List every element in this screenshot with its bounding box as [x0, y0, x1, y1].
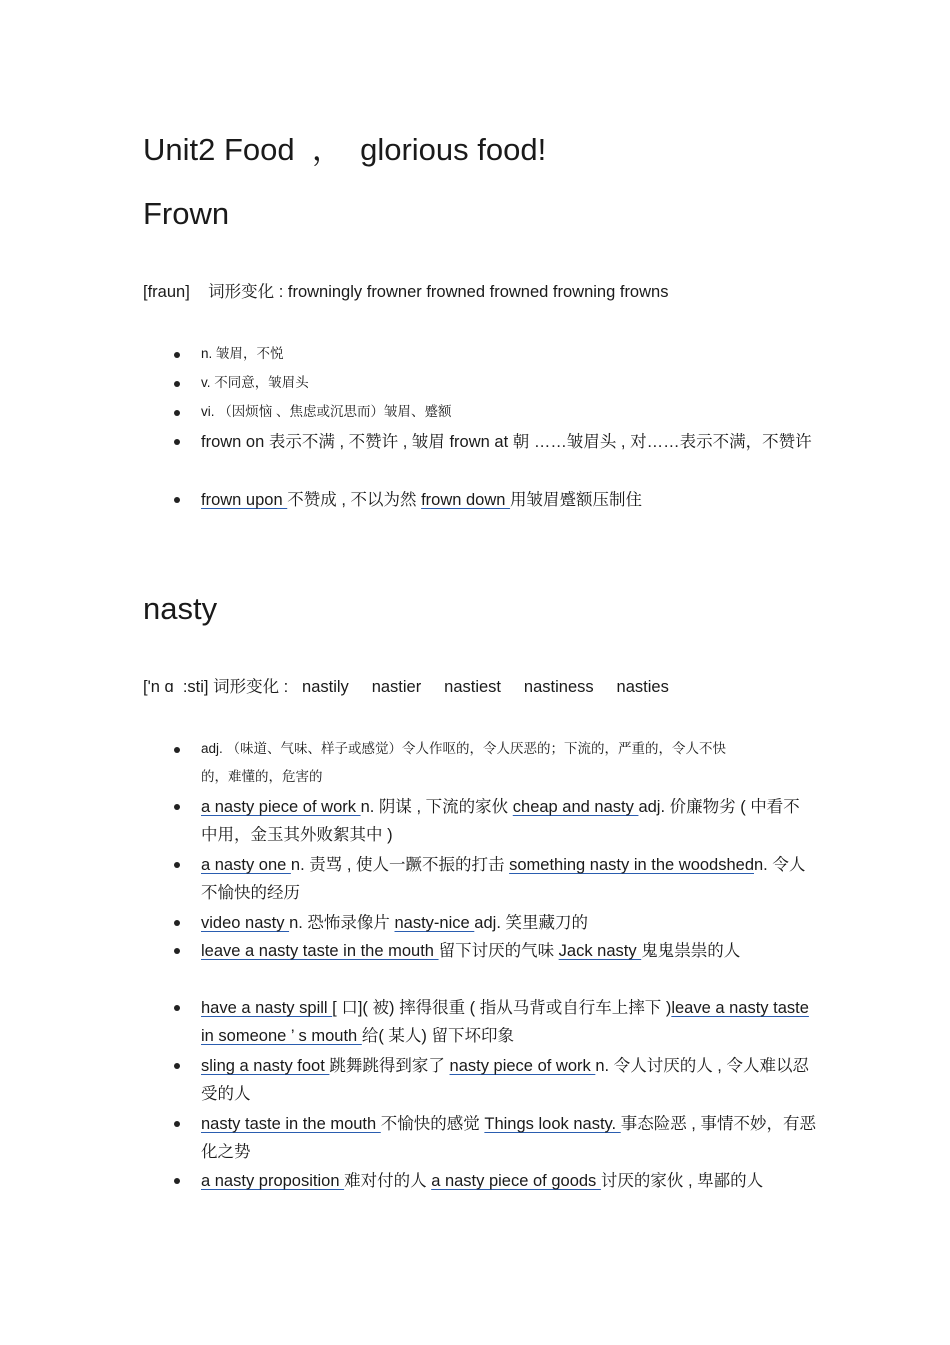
translation-text: adj. 笑里藏刀的	[474, 914, 588, 932]
bullet-icon	[174, 747, 180, 753]
definition-text: adj. （味道、气味、样子或感觉）令人作呕的，令人厌恶的；下流的，严重的，令人不快的，难懂的，危害的	[201, 741, 727, 784]
bullet-icon	[174, 1005, 180, 1011]
phrase-link[interactable]: frown down	[421, 491, 511, 509]
phrase-text	[201, 909, 816, 937]
phrase-link[interactable]: nasty-nice	[394, 914, 475, 932]
translation-text: 给( 某人) 留下坏印象	[361, 1027, 514, 1045]
phrase-link[interactable]: a nasty piece of work	[201, 798, 361, 816]
frown-word-forms: [fraun] 词形变化 : frowningly frowner frowned frowned frowning frowns	[143, 283, 669, 301]
translation-text: [ 口]( 被) 摔得很重 ( 指从马背或自行车上摔下 )	[332, 999, 672, 1017]
phrase-link[interactable]: Jack nasty	[558, 942, 642, 960]
bullet-icon	[174, 804, 180, 810]
word-heading-nasty: nasty	[143, 591, 218, 626]
bullet-icon	[174, 1063, 180, 1069]
definition-text: v. 不同意，皱眉头	[201, 375, 309, 390]
word-heading-frown: Frown	[143, 196, 230, 231]
definition-text: n. 皱眉，不悦	[201, 346, 284, 361]
translation-text: adj. 价廉物劣 ( 中看不中用，金玉其外败絮其中 )	[201, 798, 800, 844]
phrase-text	[201, 1110, 816, 1166]
bullet-icon	[174, 410, 180, 416]
translation-text: n. 恐怖录像片	[289, 914, 395, 932]
bullet-icon	[174, 381, 180, 387]
phrase-link[interactable]: Things look nasty.	[484, 1115, 621, 1133]
phrase-link[interactable]: nasty piece of work	[449, 1057, 596, 1075]
translation-text: n. 令人不愉快的经历	[201, 856, 806, 902]
bullet-icon	[174, 1121, 180, 1127]
phrase-link[interactable]: nasty taste in the mouth	[201, 1115, 381, 1133]
phrase-text	[201, 486, 816, 514]
bullet-icon	[174, 1178, 180, 1184]
phrase-link[interactable]: a nasty one	[201, 856, 291, 874]
phrase-text	[201, 994, 816, 1050]
bullet-icon	[174, 497, 180, 503]
translation-text: 用皱眉蹙额压制住	[510, 491, 643, 509]
phrase-text	[201, 793, 816, 849]
translation-text: n. 令人讨厌的人 , 令人难以忍受的人	[201, 1057, 809, 1103]
phrase-link[interactable]: have a nasty spill	[201, 999, 333, 1017]
translation-text: 事态险恶 , 事情不妙，有恶化之势	[201, 1115, 816, 1161]
bullet-icon	[174, 352, 180, 358]
phrase-text	[201, 851, 816, 907]
phrase-link[interactable]: video nasty	[201, 914, 290, 932]
translation-text: n. 责骂 , 使人一蹶不振的打击	[290, 856, 510, 874]
phrase-text	[201, 1167, 816, 1195]
translation-text: 跳舞跳得到家了	[329, 1057, 450, 1075]
translation-text: 留下讨厌的气味	[438, 942, 559, 960]
phrase-link[interactable]: leave a nasty taste in the mouth	[201, 942, 439, 960]
bullet-icon	[174, 948, 180, 954]
bullet-icon	[174, 439, 180, 445]
translation-text: n. 阴谋 , 下流的家伙	[360, 798, 513, 816]
page-title: Unit2 Food ， glorious food!	[143, 132, 547, 167]
phrase-link[interactable]: frown upon	[201, 491, 288, 509]
phrase-link[interactable]: cheap and nasty	[512, 798, 639, 816]
translation-text: 难对付的人	[344, 1172, 432, 1190]
bullet-icon	[174, 920, 180, 926]
nasty-word-forms: ['n ɑ :sti] 词形变化 : nastily nastier nastiest nastiness nasties	[143, 678, 669, 696]
phrase-text	[201, 1052, 816, 1108]
phrase-link[interactable]: a nasty piece of goods	[431, 1172, 601, 1190]
phrase-text	[201, 937, 816, 965]
phrase-link[interactable]: something nasty in the woodshed	[509, 856, 754, 874]
phrase-link[interactable]: sling a nasty foot	[201, 1057, 330, 1075]
translation-text: 讨厌的家伙 , 卑鄙的人	[600, 1172, 764, 1190]
definition-text: vi. （因烦恼 、焦虑或沉思而）皱眉、蹙额	[201, 404, 452, 419]
phrase-text: frown on 表示不满 , 不赞许 , 皱眉 frown at 朝 ……皱眉头 , 对……表示不满，不赞许	[201, 433, 812, 451]
phrase-link[interactable]: a nasty proposition	[201, 1172, 345, 1190]
translation-text: 不愉快的感觉	[380, 1115, 485, 1133]
phrase-link[interactable]: leave a nasty taste in someone ’ s mouth	[201, 999, 809, 1045]
translation-text: 不赞成 , 不以为然	[287, 491, 422, 509]
translation-text: 鬼鬼祟祟的人	[641, 942, 741, 960]
bullet-icon	[174, 862, 180, 868]
